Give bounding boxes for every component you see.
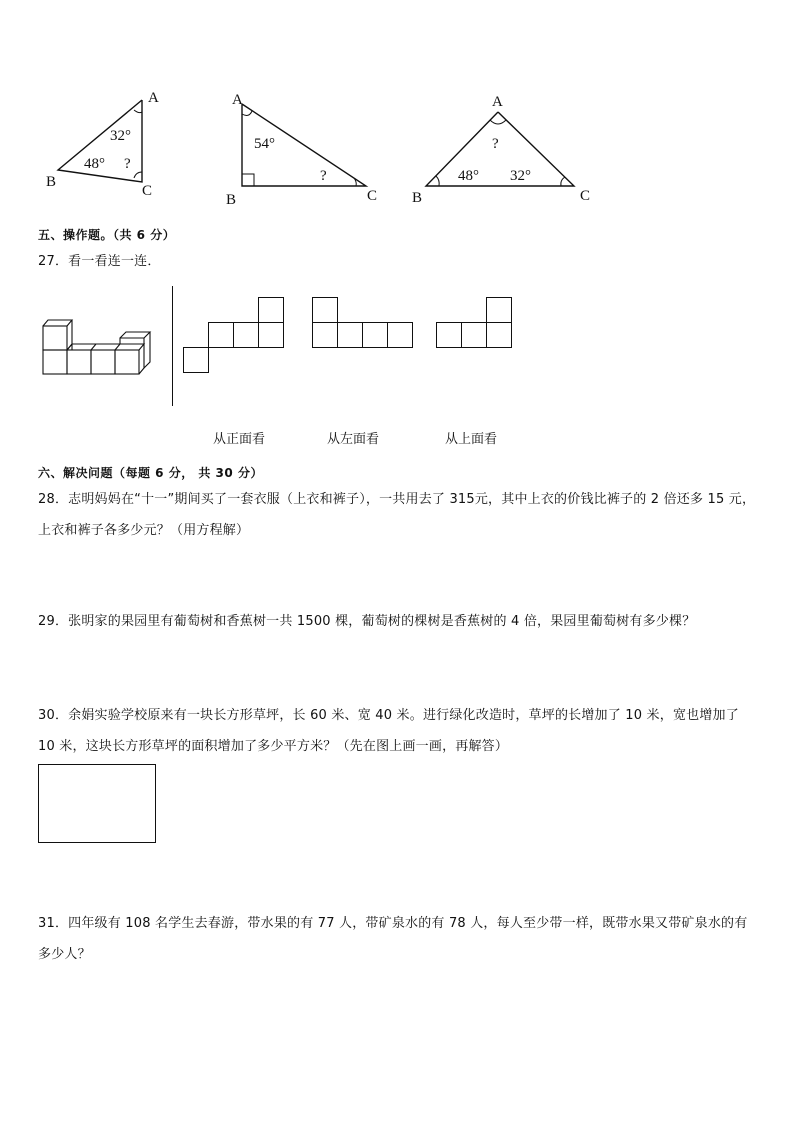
grid-square (312, 297, 338, 323)
vertex-c: C (367, 188, 378, 204)
section-6-title: 六、解决问题（每题 6 分， 共 30 分） (38, 466, 263, 480)
section-5-title: 五、操作题。（共 6 分） (38, 228, 176, 242)
grid-square (337, 322, 363, 348)
grid-square (436, 322, 462, 348)
question-29: 29．张明家的果园里有葡萄树和香蕉树一共 1500 棵，葡萄树的棵树是香蕉树的 4 倍，果园里葡萄树有多少棵？ (38, 614, 696, 629)
grid-square (258, 322, 284, 348)
vertex-a: A (492, 94, 503, 110)
grid-square (387, 322, 413, 348)
grid-square (208, 322, 234, 348)
angle-c-label: ? (124, 156, 131, 172)
view-option-1[interactable] (183, 297, 283, 373)
angle-a-label: 32° (110, 128, 131, 144)
label-left-view[interactable]: 从左面看 (327, 432, 380, 447)
question-30: 30．余娟实验学校原来有一块长方形草坪，长 60 米、宽 40 米。进行绿化改造时，草坪的长增加了 10 米，宽也增加了 10 米，这块长方形草坪的面积增加了多少平方米？（先在图上画一画，再解答） (38, 708, 739, 754)
label-front-view[interactable]: 从正面看 (213, 432, 266, 447)
triangle-3 (408, 82, 608, 212)
angle-b-label: 48° (458, 168, 479, 184)
angle-c-label: 32° (510, 168, 531, 184)
vertex-b: B (226, 192, 237, 208)
view-option-2[interactable] (312, 297, 413, 349)
vertex-b: B (46, 174, 57, 190)
grid-square (233, 322, 259, 348)
angle-b-label: 48° (84, 156, 105, 172)
grid-square (312, 322, 338, 348)
question-28: 28．志明妈妈在“十一”期间买了一套衣服（上衣和裤子），一共用去了 315元，其中上衣的价钱比裤子的 2 倍还多 15 元，上衣和裤子各多少元？（用方程解） (38, 492, 756, 538)
question-27: 27．看一看连一连． (38, 254, 161, 269)
vertex-a: A (148, 90, 159, 106)
grid-square (461, 322, 487, 348)
grid-square (258, 297, 284, 323)
angle-c-label: ? (320, 168, 327, 184)
label-top-view[interactable]: 从上面看 (445, 432, 498, 447)
grid-square (486, 297, 512, 323)
cube-solid-figure (38, 318, 158, 378)
triangle-2 (222, 82, 392, 212)
vertex-c: C (142, 183, 153, 199)
triangle-1 (38, 82, 178, 202)
grid-square (362, 322, 388, 348)
view-option-3[interactable] (436, 297, 512, 349)
vertex-c: C (580, 188, 591, 204)
lawn-rectangle[interactable] (38, 764, 156, 843)
vertex-a: A (232, 92, 243, 108)
grid-square (486, 322, 512, 348)
vertex-b: B (412, 190, 423, 206)
grid-square (183, 347, 209, 373)
vertical-divider (172, 286, 173, 406)
angle-a-label: ? (492, 136, 499, 152)
angle-a-label: 54° (254, 136, 275, 152)
question-31: 31．四年级有 108 名学生去春游，带水果的有 77 人，带矿泉水的有 78 人，每人至少带一样，既带水果又带矿泉水的有多少人？ (38, 916, 748, 962)
